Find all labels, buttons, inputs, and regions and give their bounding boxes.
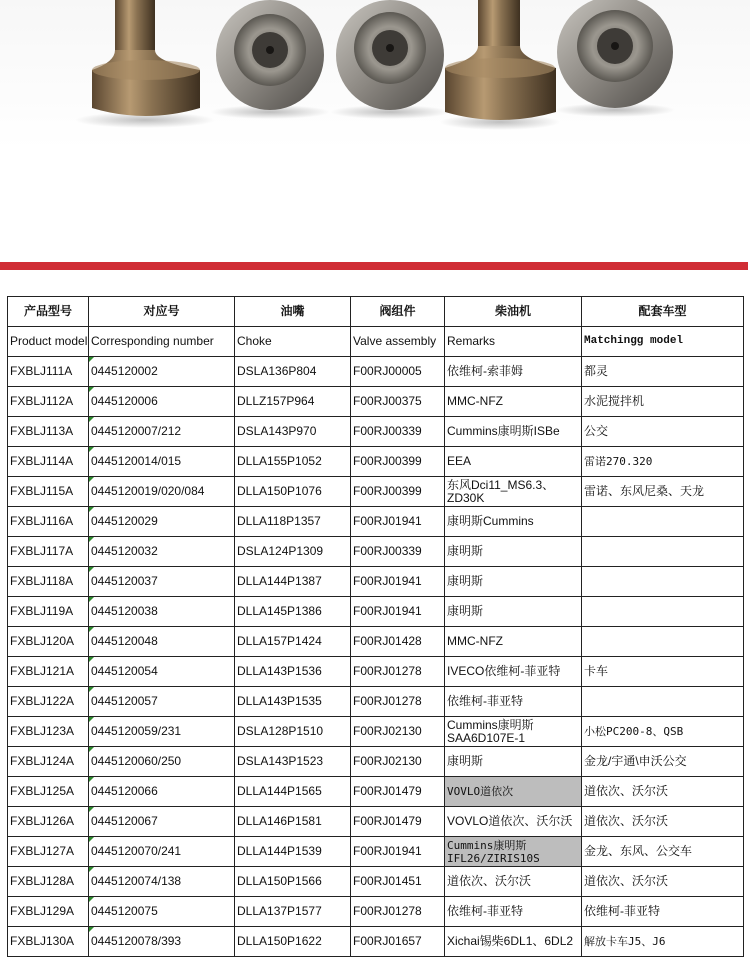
- table-row: [8, 507, 744, 537]
- cell-product-model: FXBLJ127A: [8, 837, 89, 867]
- cell-matching-model: [582, 507, 744, 537]
- cell-corresponding-number: 0445120048: [89, 627, 235, 657]
- header-remarks-cn: 柴油机: [445, 297, 582, 327]
- cell-corresponding-number: 0445120057: [89, 687, 235, 717]
- cell-remarks: 依维柯-索菲姆: [445, 357, 582, 387]
- cell-choke: DLLA145P1386: [235, 597, 351, 627]
- cell-matching-model: 道依次、沃尔沃: [582, 867, 744, 897]
- cell-valve-assembly: F00RJ01278: [351, 687, 445, 717]
- cell-product-model: FXBLJ112A: [8, 387, 89, 417]
- cell-remarks: IVECO依维柯-菲亚特: [445, 657, 582, 687]
- cell-product-model: FXBLJ120A: [8, 627, 89, 657]
- product-spec-table: [7, 296, 744, 957]
- table-row: [8, 387, 744, 417]
- table-row: [8, 927, 744, 957]
- cell-choke: DLLZ157P964: [235, 387, 351, 417]
- cell-matching-model: [582, 537, 744, 567]
- cell-matching-model: 金龙、东风、公交车: [582, 837, 744, 867]
- cell-product-model: FXBLJ125A: [8, 777, 89, 807]
- cell-choke: DLLA143P1536: [235, 657, 351, 687]
- cell-product-model: FXBLJ130A: [8, 927, 89, 957]
- cell-product-model: FXBLJ129A: [8, 897, 89, 927]
- header-product-model-cn: 产品型号: [8, 297, 89, 327]
- table-row: [8, 837, 744, 867]
- cell-valve-assembly: F00RJ02130: [351, 717, 445, 747]
- table-row: [8, 537, 744, 567]
- cell-remarks: 康明斯: [445, 747, 582, 777]
- cell-valve-assembly: F00RJ00005: [351, 357, 445, 387]
- cell-valve-assembly: F00RJ01941: [351, 597, 445, 627]
- cell-product-model: FXBLJ122A: [8, 687, 89, 717]
- cell-choke: DLLA144P1565: [235, 777, 351, 807]
- cell-product-model: FXBLJ117A: [8, 537, 89, 567]
- cell-choke: DSLA124P1309: [235, 537, 351, 567]
- cell-remarks: 依维柯-菲亚特: [445, 897, 582, 927]
- cell-corresponding-number: 0445120019/020/084: [89, 477, 235, 507]
- cell-valve-assembly: F00RJ00375: [351, 387, 445, 417]
- cell-valve-assembly: F00RJ01451: [351, 867, 445, 897]
- cell-corresponding-number: 0445120075: [89, 897, 235, 927]
- cell-valve-assembly: F00RJ00339: [351, 417, 445, 447]
- cell-choke: DSLA128P1510: [235, 717, 351, 747]
- header-product-model: Product model: [8, 327, 89, 357]
- cell-choke: DLLA150P1566: [235, 867, 351, 897]
- cell-choke: DLLA144P1539: [235, 837, 351, 867]
- cell-choke: DLLA144P1387: [235, 567, 351, 597]
- cell-product-model: FXBLJ111A: [8, 357, 89, 387]
- table-row: [8, 717, 744, 747]
- table-row: [8, 867, 744, 897]
- header-remarks: Remarks: [445, 327, 582, 357]
- cell-choke: DLLA137P1577: [235, 897, 351, 927]
- cell-remarks: Cummins康明斯IFL26/ZIRIS10S: [445, 837, 582, 867]
- cell-remarks: Cummins康明斯SAA6D107E-1: [445, 717, 582, 747]
- cell-product-model: FXBLJ121A: [8, 657, 89, 687]
- cell-product-model: FXBLJ126A: [8, 807, 89, 837]
- table-row: [8, 417, 744, 447]
- cell-corresponding-number: 0445120002: [89, 357, 235, 387]
- cell-matching-model: 小松PC200-8、QSB: [582, 717, 744, 747]
- accent-divider: [0, 262, 748, 270]
- cell-product-model: FXBLJ114A: [8, 447, 89, 477]
- header-matching-model-cn: 配套车型: [582, 297, 744, 327]
- cell-choke: DLLA155P1052: [235, 447, 351, 477]
- cell-remarks: VOVLO道依次: [445, 777, 582, 807]
- cell-remarks: VOVLO道依次、沃尔沃: [445, 807, 582, 837]
- cell-choke: DSLA143P970: [235, 417, 351, 447]
- cell-choke: DSLA136P804: [235, 357, 351, 387]
- cell-matching-model: [582, 597, 744, 627]
- cell-matching-model: 金龙/宇通\申沃公交: [582, 747, 744, 777]
- header-row-en: [8, 327, 744, 357]
- cell-product-model: FXBLJ118A: [8, 567, 89, 597]
- cell-valve-assembly: F00RJ01278: [351, 897, 445, 927]
- cell-matching-model: 都灵: [582, 357, 744, 387]
- table-row: [8, 897, 744, 927]
- cell-matching-model: 雷诺、东风尼桑、天龙: [582, 477, 744, 507]
- header-corresponding-number-cn: 对应号: [89, 297, 235, 327]
- cell-corresponding-number: 0445120038: [89, 597, 235, 627]
- cell-valve-assembly: F00RJ00399: [351, 447, 445, 477]
- cell-corresponding-number: 0445120014/015: [89, 447, 235, 477]
- cell-matching-model: 依维柯-菲亚特: [582, 897, 744, 927]
- cell-matching-model: [582, 627, 744, 657]
- cell-remarks: 康明斯: [445, 597, 582, 627]
- cell-matching-model: [582, 687, 744, 717]
- header-valve-assembly-cn: 阀组件: [351, 297, 445, 327]
- cell-corresponding-number: 0445120037: [89, 567, 235, 597]
- cell-remarks: MMC-NFZ: [445, 627, 582, 657]
- cell-corresponding-number: 0445120067: [89, 807, 235, 837]
- cell-choke: DSLA143P1523: [235, 747, 351, 777]
- cell-remarks: EEA: [445, 447, 582, 477]
- cell-remarks: 依维柯-菲亚特: [445, 687, 582, 717]
- cell-corresponding-number: 0445120029: [89, 507, 235, 537]
- cell-product-model: FXBLJ128A: [8, 867, 89, 897]
- cell-choke: DLLA150P1076: [235, 477, 351, 507]
- cell-corresponding-number: 0445120074/138: [89, 867, 235, 897]
- cell-choke: DLLA146P1581: [235, 807, 351, 837]
- cell-valve-assembly: F00RJ00399: [351, 477, 445, 507]
- cell-matching-model: 雷诺270.320: [582, 447, 744, 477]
- cell-valve-assembly: F00RJ01479: [351, 807, 445, 837]
- table-row: [8, 357, 744, 387]
- cell-choke: DLLA157P1424: [235, 627, 351, 657]
- cell-valve-assembly: F00RJ01941: [351, 567, 445, 597]
- cell-remarks: 康明斯Cummins: [445, 507, 582, 537]
- cell-valve-assembly: F00RJ00339: [351, 537, 445, 567]
- header-row-cn: [8, 297, 744, 327]
- cell-corresponding-number: 0445120059/231: [89, 717, 235, 747]
- cell-remarks: Xichai锡柴6DL1、6DL2: [445, 927, 582, 957]
- table-row: [8, 447, 744, 477]
- table-row: [8, 777, 744, 807]
- table-row: [8, 477, 744, 507]
- cell-valve-assembly: F00RJ01479: [351, 777, 445, 807]
- table-row: [8, 687, 744, 717]
- table-row: [8, 627, 744, 657]
- table-row: [8, 657, 744, 687]
- cell-product-model: FXBLJ123A: [8, 717, 89, 747]
- cell-product-model: FXBLJ119A: [8, 597, 89, 627]
- cell-matching-model: 公交: [582, 417, 744, 447]
- cell-valve-assembly: F00RJ02130: [351, 747, 445, 777]
- cell-remarks: MMC-NFZ: [445, 387, 582, 417]
- cell-choke: DLLA118P1357: [235, 507, 351, 537]
- cell-matching-model: 道依次、沃尔沃: [582, 807, 744, 837]
- cell-remarks: 东风Dci11_MS6.3、ZD30K: [445, 477, 582, 507]
- cell-corresponding-number: 0445120006: [89, 387, 235, 417]
- cell-corresponding-number: 0445120060/250: [89, 747, 235, 777]
- header-corresponding-number: Corresponding number: [89, 327, 235, 357]
- table-row: [8, 597, 744, 627]
- header-choke-cn: 油嘴: [235, 297, 351, 327]
- cell-product-model: FXBLJ124A: [8, 747, 89, 777]
- table-row: [8, 747, 744, 777]
- cell-product-model: FXBLJ115A: [8, 477, 89, 507]
- cell-product-model: FXBLJ116A: [8, 507, 89, 537]
- cell-corresponding-number: 0445120032: [89, 537, 235, 567]
- cell-valve-assembly: F00RJ01657: [351, 927, 445, 957]
- cell-valve-assembly: F00RJ01428: [351, 627, 445, 657]
- product-photo: [0, 0, 750, 250]
- cell-corresponding-number: 0445120007/212: [89, 417, 235, 447]
- cell-corresponding-number: 0445120078/393: [89, 927, 235, 957]
- cell-product-model: FXBLJ113A: [8, 417, 89, 447]
- cell-corresponding-number: 0445120066: [89, 777, 235, 807]
- cell-corresponding-number: 0445120054: [89, 657, 235, 687]
- header-matching-model: Matchingg model: [582, 327, 744, 357]
- cell-valve-assembly: F00RJ01278: [351, 657, 445, 687]
- cell-matching-model: 水泥搅拌机: [582, 387, 744, 417]
- cell-remarks: 道依次、沃尔沃: [445, 867, 582, 897]
- cell-matching-model: 道依次、沃尔沃: [582, 777, 744, 807]
- cell-choke: DLLA143P1535: [235, 687, 351, 717]
- cell-valve-assembly: F00RJ01941: [351, 837, 445, 867]
- cell-remarks: Cummins康明斯ISBe: [445, 417, 582, 447]
- table-row: [8, 567, 744, 597]
- cell-matching-model: 解放卡车J5、J6: [582, 927, 744, 957]
- cell-matching-model: 卡车: [582, 657, 744, 687]
- cell-remarks: 康明斯: [445, 537, 582, 567]
- cell-matching-model: [582, 567, 744, 597]
- cell-remarks: 康明斯: [445, 567, 582, 597]
- table-row: [8, 807, 744, 837]
- cell-valve-assembly: F00RJ01941: [351, 507, 445, 537]
- cell-corresponding-number: 0445120070/241: [89, 837, 235, 867]
- header-valve-assembly: Valve assembly: [351, 327, 445, 357]
- header-choke: Choke: [235, 327, 351, 357]
- cell-choke: DLLA150P1622: [235, 927, 351, 957]
- injector-parts-illustration: [0, 0, 750, 250]
